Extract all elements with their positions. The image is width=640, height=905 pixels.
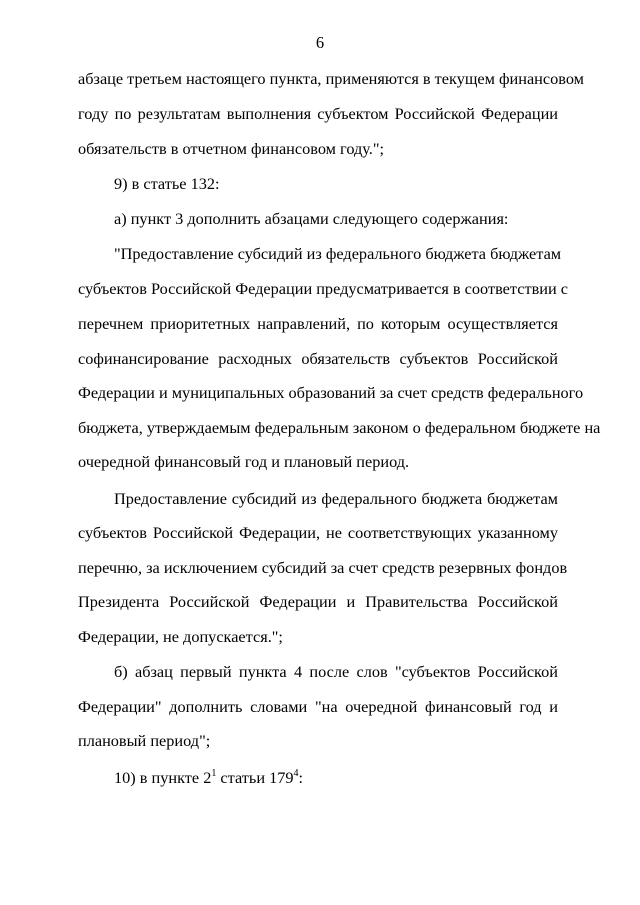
text-line: Федерации" дополнить словами "на очередной финансовый год и: [78, 697, 558, 716]
text-fragment: :: [298, 768, 304, 787]
page-number: 6: [315, 33, 325, 52]
text-line: 9) в статье 132:: [114, 174, 220, 193]
superscript: 1: [211, 767, 217, 779]
text-line: софинансирование расходных обязательств субъектов Российской: [78, 349, 558, 368]
text-line: плановый период";: [78, 731, 211, 750]
text-line: "Предоставление субсидий из федерального бюджета бюджетам: [114, 244, 562, 263]
text-line: году по результатам выполнения субъектом Российской Федерации: [78, 104, 558, 123]
superscript: 4: [293, 767, 299, 779]
text-line: абзаце третьем настоящего пункта, применяются в текущем финансовом: [78, 69, 584, 88]
text-line: Предоставление субсидий из федерального бюджета бюджетам: [114, 489, 558, 508]
text-line: б) абзац первый пункта 4 после слов "субъектов Российской: [114, 662, 558, 681]
text-line: Президента Российской Федерации и Правительства Российской: [78, 592, 558, 611]
text-line: очередной финансовый год и плановый период.: [78, 452, 410, 471]
text-line: субъектов Российской Федерации, не соответствующих указанному: [78, 523, 558, 542]
text-line: перечнем приоритетных направлений, по которым осуществляется: [78, 314, 558, 333]
text-line: перечню, за исключением субсидий за счет средств резервных фондов: [78, 558, 568, 577]
text-line: бюджета, утверждаемым федеральным законом о федеральном бюджете на: [78, 418, 601, 437]
text-line: обязательств в отчетном финансовом году.";: [78, 139, 385, 158]
text-line-article-ref: [114, 768, 558, 788]
text-line: а) пункт 3 дополнить абзацами следующего содержания:: [114, 209, 509, 228]
text-line: субъектов Российской Федерации предусматривается в соответствии с: [78, 279, 568, 298]
text-line: Федерации, не допускается.";: [78, 627, 283, 646]
text-fragment: статьи 179: [216, 768, 294, 787]
text-line: Федерации и муниципальных образований за счет средств федерального: [78, 383, 584, 402]
text-fragment: 10) в пункте 2: [114, 768, 212, 787]
